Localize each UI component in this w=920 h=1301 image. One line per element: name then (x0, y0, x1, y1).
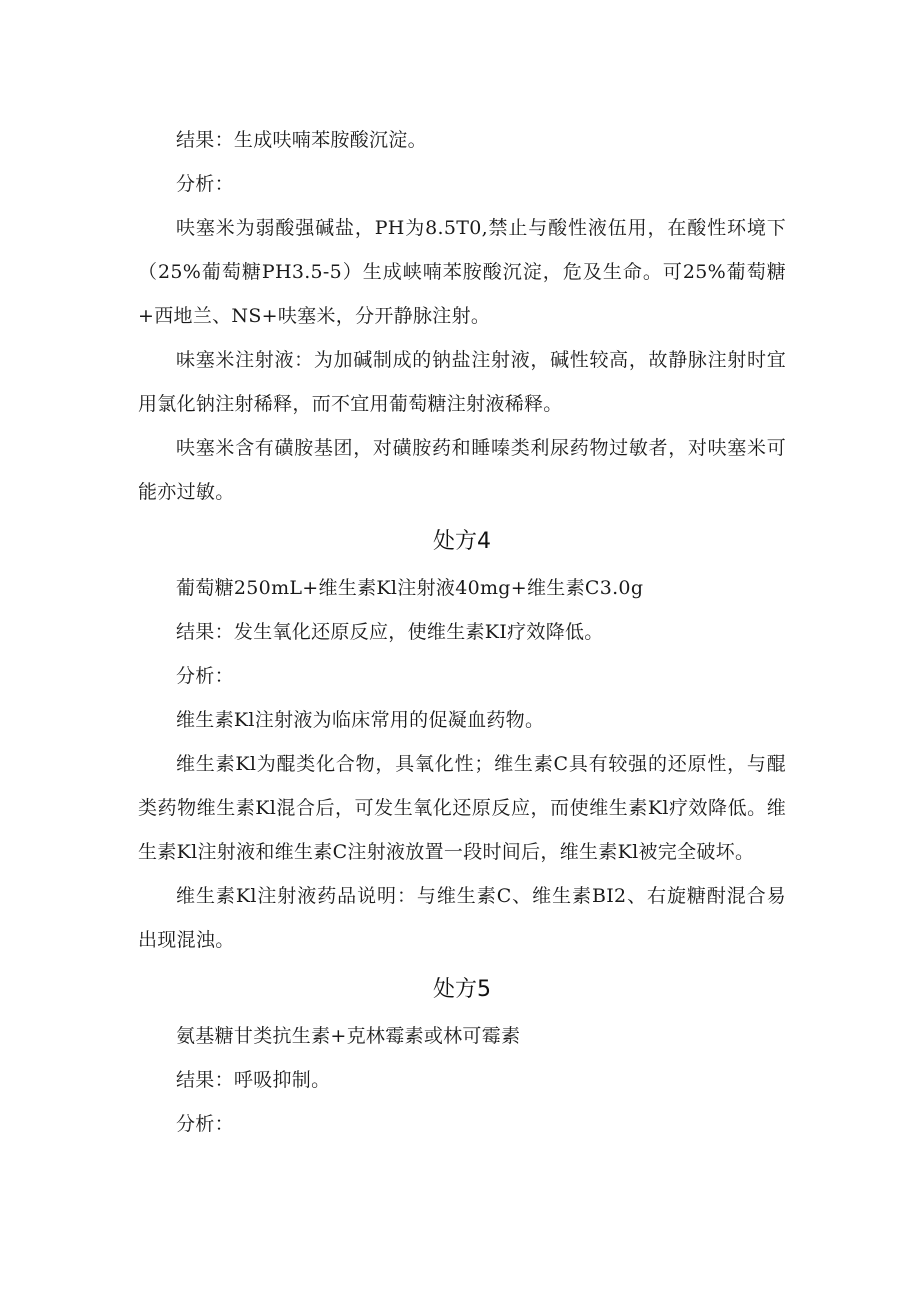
paragraph-result: 结果：生成呋喃苯胺酸沉淀。 (176, 129, 427, 151)
paragraph-prescription-5-result: 结果：呼吸抑制。 (176, 1069, 331, 1091)
paragraph-vitamin-k1-reaction: 维生素Kl为醌类化合物，具氧化性；维生素C具有较强的还原性，与醌类药物维生素Kl混合后，可发生氧化还原反应，而使维生素Kl疗效降低。维生素Kl注射液和维生素C注射液放置一段时间后，维生素Kl被完全破坏。 (138, 753, 786, 863)
paragraph-furosemide-injection: 味塞米注射液：为加碱制成的钠盐注射液，碱性较高，故静脉注射时宜用氯化钠注射稀释，而不宜用葡萄糖注射液稀释。 (138, 349, 786, 415)
paragraph-prescription-5-analysis-label: 分析： (176, 1113, 234, 1135)
paragraph-furosemide-allergy: 呋塞米含有磺胺基团，对磺胺药和睡嗪类利尿药物过敏者，对呋塞米可能亦过敏。 (138, 437, 786, 503)
heading-prescription-5: 处方5 (433, 977, 491, 1002)
paragraph-prescription-4-result: 结果：发生氧化还原反应，使维生素KI疗效降低。 (176, 621, 604, 643)
paragraph-prescription-4-analysis-label: 分析： (176, 665, 234, 687)
paragraph-furosemide-ph: 呋塞米为弱酸强碱盐，PH为8.5T0,禁止与酸性液伍用，在酸性环境下（25%葡萄糖PH3.5-5）生成峡喃苯胺酸沉淀，危及生命。可25%葡萄糖+西地兰、NS+呋塞米，分开静脉注射。 (138, 217, 786, 327)
paragraph-prescription-5-formula: 氨基糖甘类抗生素+克林霉素或林可霉素 (176, 1025, 521, 1047)
paragraph-vitamin-k1-usage: 维生素Kl注射液为临床常用的促凝血药物。 (176, 709, 545, 731)
paragraph-prescription-4-formula: 葡萄糖250mL+维生素Kl注射液40mg+维生素C3.0g (176, 577, 644, 599)
heading-prescription-4: 处方4 (433, 529, 491, 554)
document-page (138, 118, 786, 1146)
paragraph-vitamin-k1-instructions: 维生素Kl注射液药品说明：与维生素C、维生素BI2、右旋糖酎混合易出现混浊。 (138, 885, 786, 951)
paragraph-analysis-label: 分析： (176, 173, 234, 195)
